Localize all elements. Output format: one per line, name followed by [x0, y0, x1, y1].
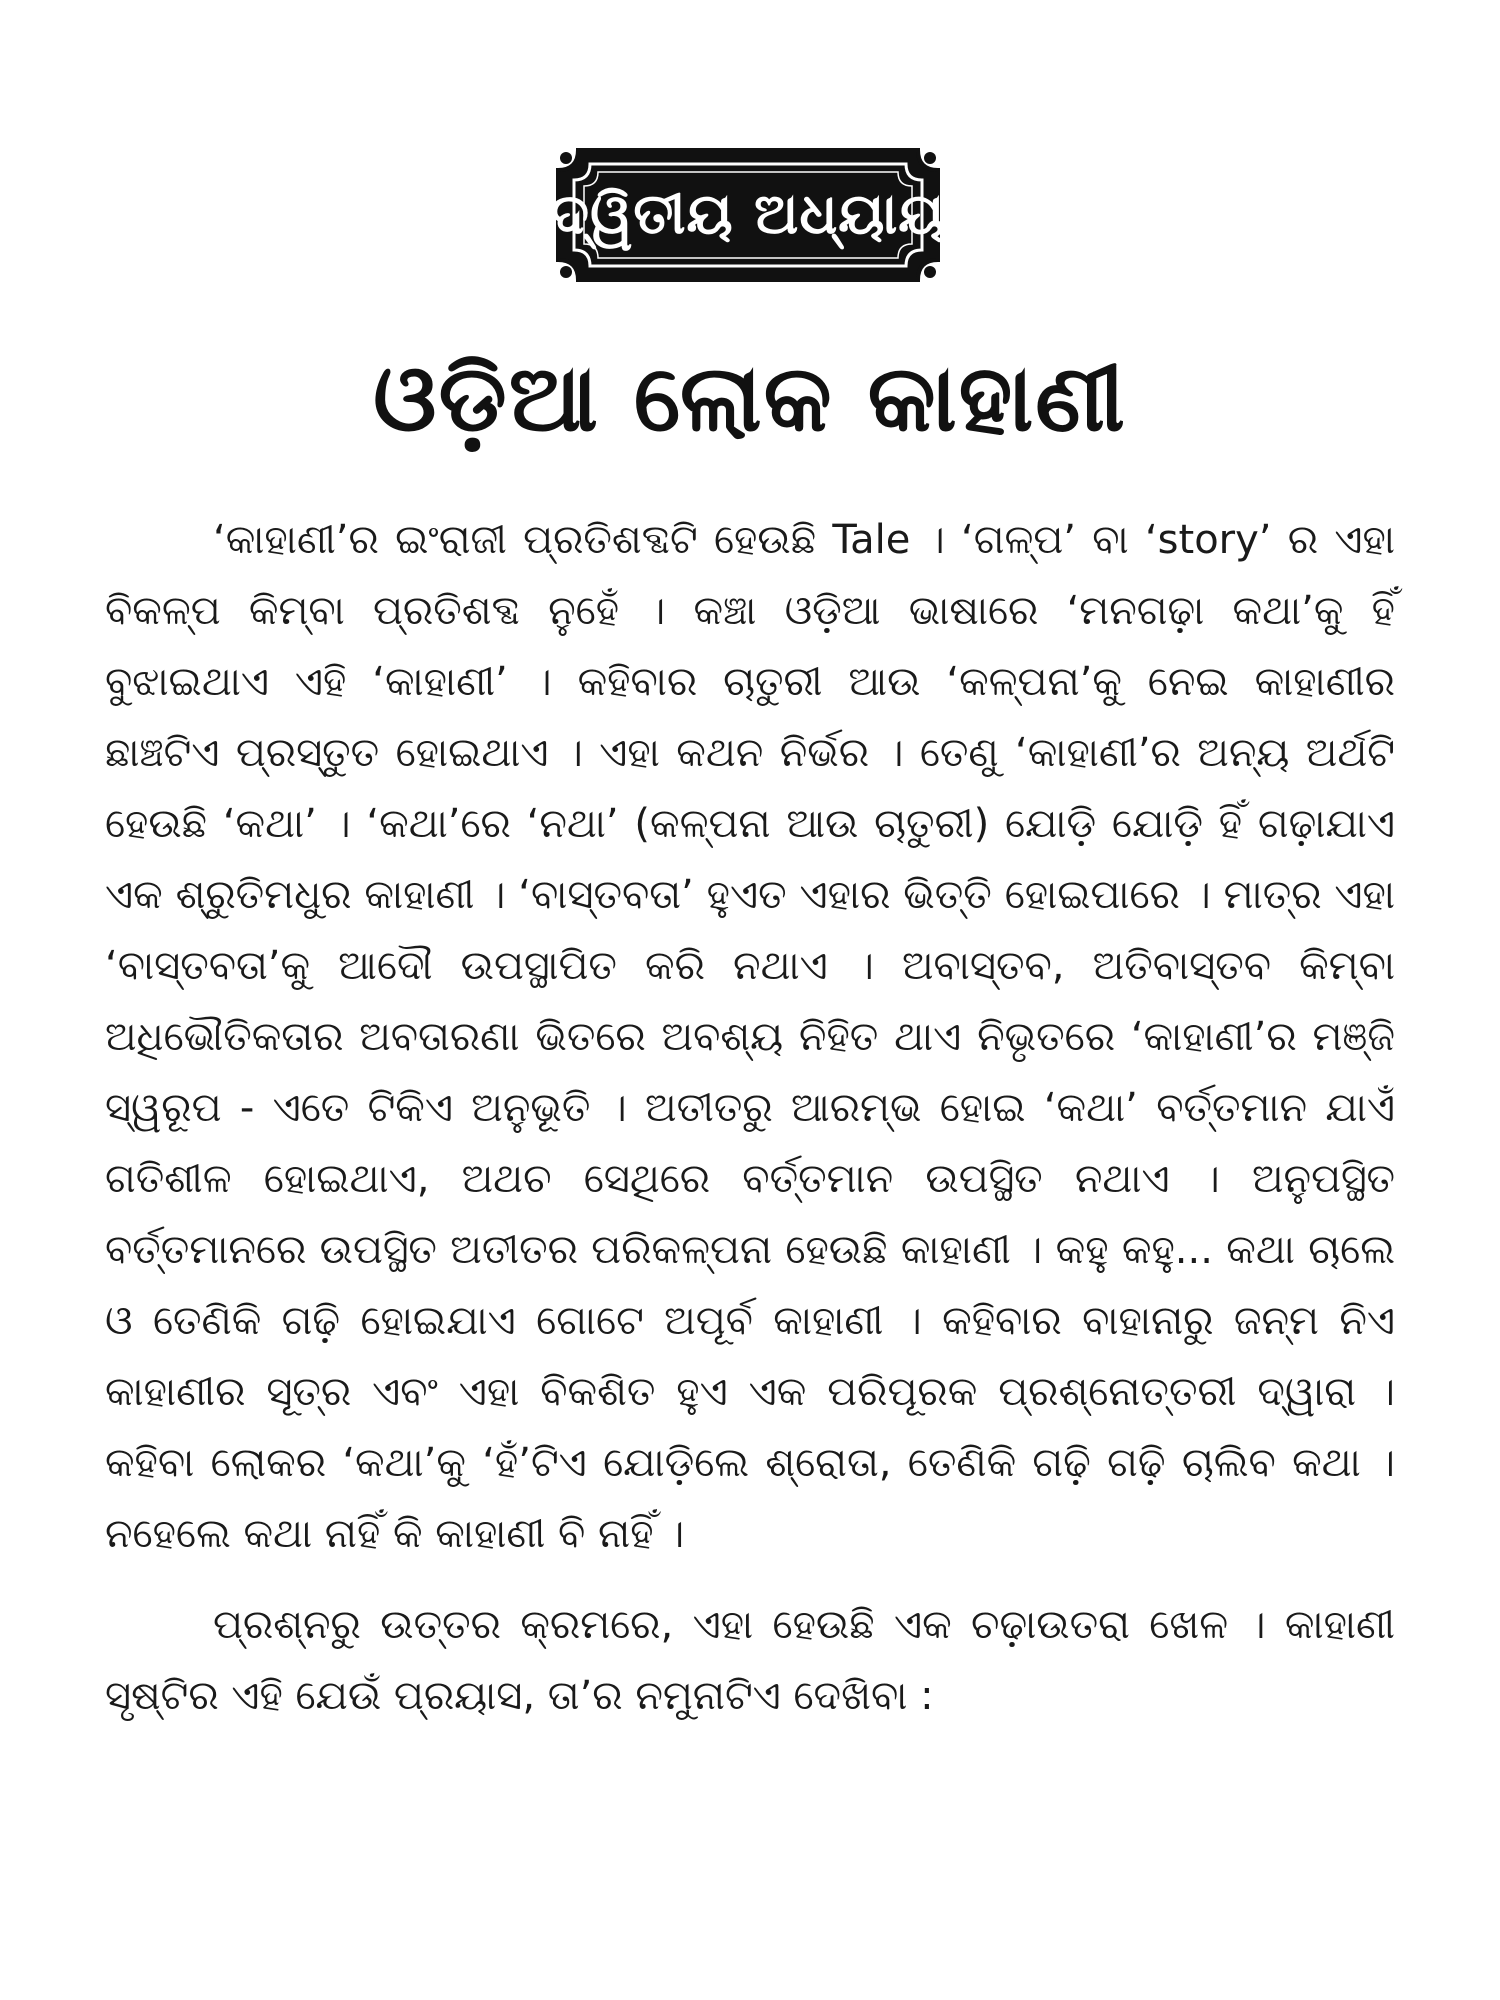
paragraph-2: ପ୍ରଶ୍ନରୁ ଉତ୍ତର କ୍ରମରେ, ଏହା ହେଉଛି ଏକ ଚଢ଼ାଉତରା ଖେଳ । କାହାଣୀ ସୃଷ୍ଟିର ଏହି ଯେଉଁ ପ୍ରୟାସ, ତା’ର ନମୁନାଟିଏ ଦେଖିବା : — [105, 1602, 1395, 1719]
paragraph-1: ‘କାହାଣୀ’ର ଇଂରାଜୀ ପ୍ରତିଶବ୍ଦଟି ହେଉଛି Tale । ‘ଗଳ୍ପ’ ବା ‘story’ ର ଏହା ବିକଳ୍ପ କିମ୍ବା ପ୍ରତିଶବ୍ଦ ନୁହେଁ । କଞ୍ଚା ଓଡ଼ିଆ ଭାଷାରେ ‘ମନଗଢ଼ା କଥା’କୁ ହିଁ ବୁଝାଇଥାଏ ଏହି ‘କାହାଣୀ’ । କହିବାର ଚାତୁରୀ ଆଉ ‘କଳ୍ପନା’କୁ ନେଇ କାହାଣୀର ଛାଞ୍ଚଟିଏ ପ୍ରସ୍ତୁତ ହୋଇଥାଏ । ଏହା କଥନ ନିର୍ଭର । ତେଣୁ ‘କାହାଣୀ’ର ଅନ୍ୟ ଅର୍ଥଟି ହେଉଛି ‘କଥା’ । ‘କଥା’ରେ ‘ନଥା’ (କଳ୍ପନା ଆଉ ଚାତୁରୀ) ଯୋଡ଼ି ଯୋଡ଼ି ହିଁ ଗଢ଼ାଯାଏ ଏକ ଶ୍ରୁତିମଧୁର କାହାଣୀ । ‘ବାସ୍ତବତା’ ହୁଏତ ଏହାର ଭିତ୍ତି ହୋଇପାରେ । ମାତ୍ର ଏହା ‘ବାସ୍ତବତା’କୁ ଆଦୌ ଉପସ୍ଥାପିତ କରି ନଥାଏ । ଅବାସ୍ତବ, ଅତିବାସ୍ତବ କିମ୍ବା ଅଧିଭୌତିକତାର ଅବତାରଣା ଭିତରେ ଅବଶ୍ୟ ନିହିତ ଥାଏ ନିଭୃତରେ ‘କାହାଣୀ’ର ମଞ୍ଜି ସ୍ୱରୂପ - ଏତେ ଟିକିଏ ଅନୁଭୂତି । ଅତୀତରୁ ଆରମ୍ଭ ହୋଇ ‘କଥା’ ବର୍ତ୍ତମାନ ଯାଏଁ ଗତିଶୀଳ ହୋଇଥାଏ, ଅଥଚ ସେଥିରେ ବର୍ତ୍ତମାନ ଉପସ୍ଥିତ ନଥାଏ । ଅନୁପସ୍ଥିତ ବର୍ତ୍ତମାନରେ ଉପସ୍ଥିତ ଅତୀତର ପରିକଳ୍ପନା ହେଉଛି କାହାଣୀ । କହୁ କହୁ... କଥା ଚାଲେ ଓ ତେଣିକି ଗଢ଼ି ହୋଇଯାଏ ଗୋଟେ ଅପୂର୍ବ କାହାଣୀ । କହିବାର ବାହାନାରୁ ଜନ୍ମ ନିଏ କାହାଣୀର ସୂତ୍ର ଏବଂ ଏହା ବିକଶିତ ହୁଏ ଏକ ପରିପୂରକ ପ୍ରଶ୍ନୋତ୍ତରୀ ଦ୍ୱାରା । କହିବା ଲୋକର ‘କଥା’କୁ ‘ହଁ’ଟିଏ ଯୋଡ଼ିଲେ ଶ୍ରୋତା, ତେଣିକି ଗଢ଼ି ଗଢ଼ି ଚାଲିବ କଥା । ନହେଲେ କଥା ନାହିଁ କି କାହାଣୀ ବି ନାହିଁ । — [105, 517, 1395, 1557]
chapter-badge — [538, 130, 958, 300]
chapter-label: ଦ୍ୱିତୀୟ ଅଧ୍ୟାୟ — [550, 182, 946, 247]
page-title: ଓଡ଼ିଆ ଲୋକ କାହାଣୀ — [373, 345, 1127, 452]
body-text — [105, 505, 1395, 1732]
